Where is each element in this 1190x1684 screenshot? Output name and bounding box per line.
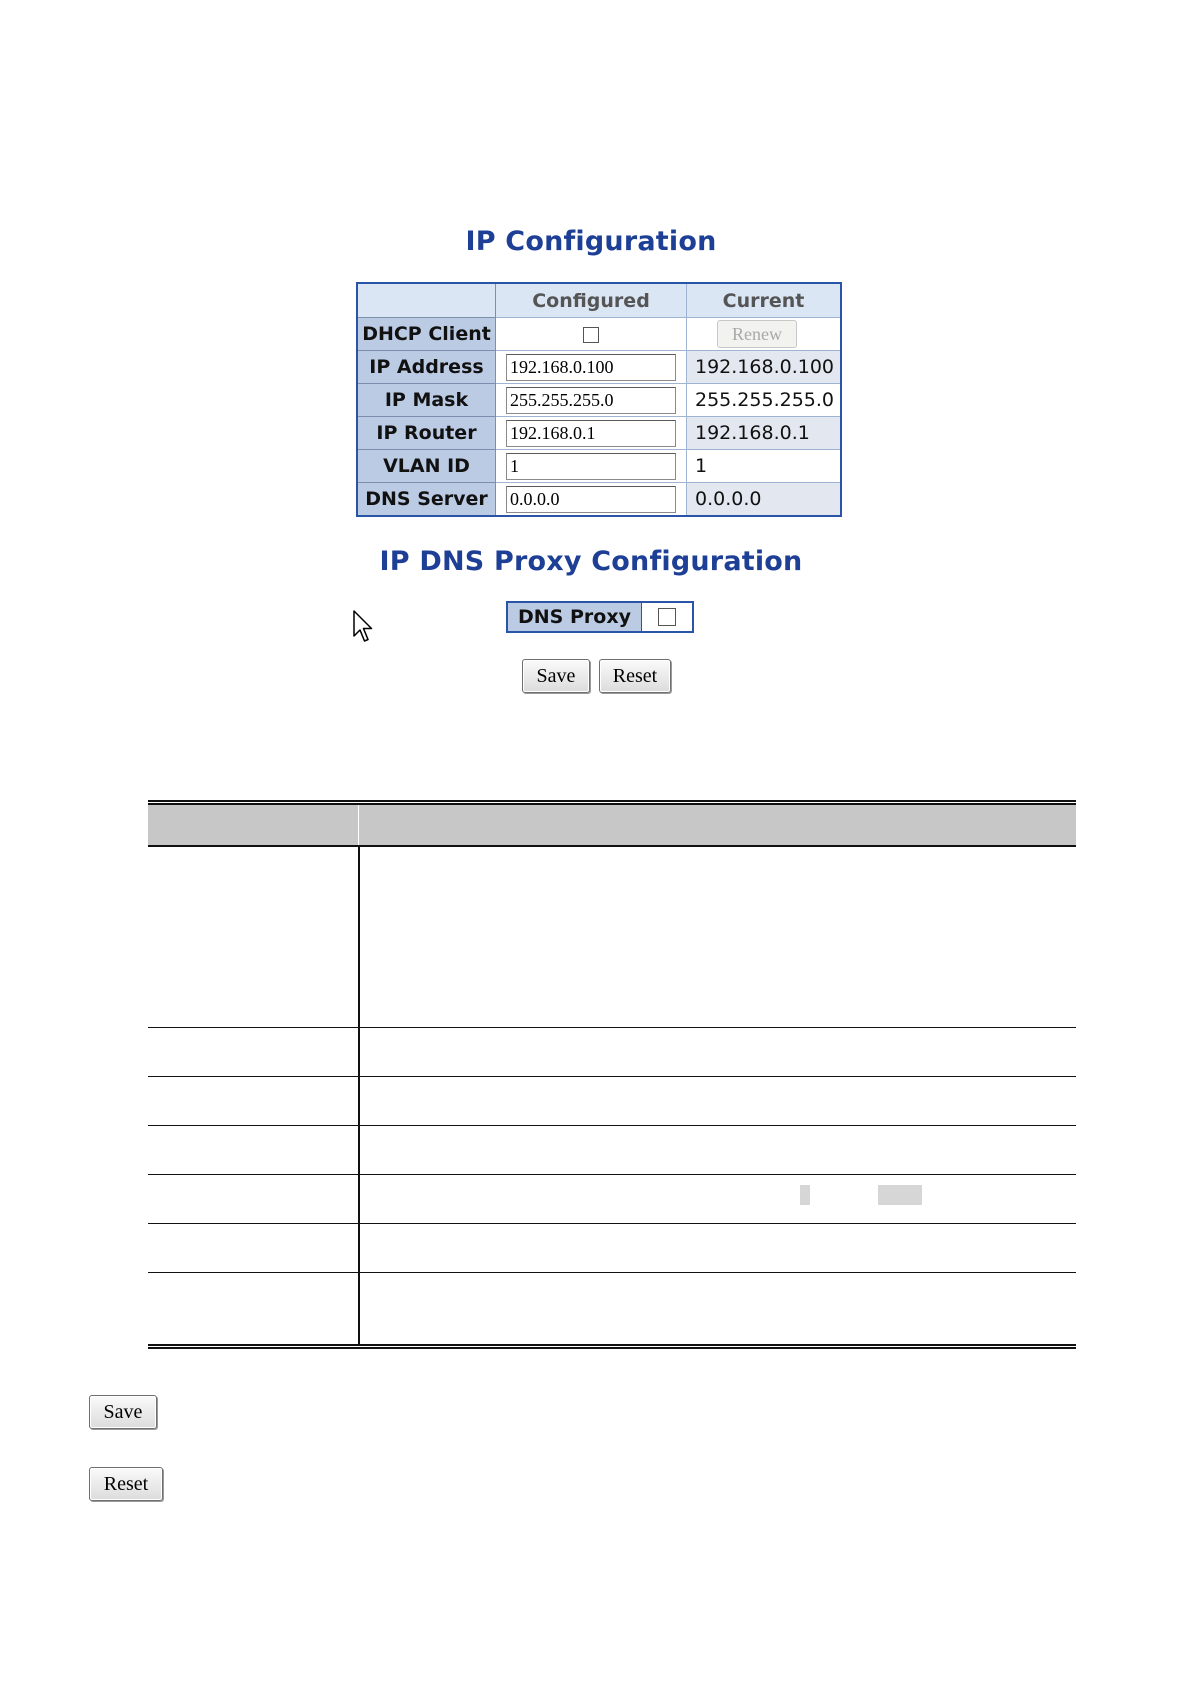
dhcp-client-checkbox[interactable]: [583, 327, 599, 343]
ip-configuration-title: IP Configuration: [465, 226, 717, 257]
ip-mask-cell: [496, 384, 687, 417]
table-header-row: [357, 283, 841, 318]
dns-proxy-checkbox[interactable]: [658, 608, 676, 626]
vlan-id-cell: [496, 450, 687, 483]
ip-mask-current: 255.255.255.0: [687, 384, 842, 417]
table-row: [357, 450, 841, 483]
description-table: [148, 800, 1076, 1349]
dns-proxy-configuration-title: IP DNS Proxy Configuration: [379, 546, 803, 577]
ip-router-label: IP Router: [357, 417, 496, 450]
dns-server-label: DNS Server: [357, 483, 496, 517]
reset-button[interactable]: Reset: [599, 659, 671, 693]
ip-mask-label: IP Mask: [357, 384, 496, 417]
table-row: [148, 1224, 1076, 1273]
dhcp-client-row: [357, 318, 841, 351]
ip-router-current: 192.168.0.1: [687, 417, 842, 450]
description-header: [148, 805, 1076, 847]
highlight-mark: [800, 1185, 810, 1205]
dns-proxy-box: [506, 601, 694, 633]
mouse-pointer-icon: [353, 610, 375, 648]
reset-button-reference[interactable]: Reset: [89, 1467, 163, 1501]
dhcp-client-cell: [496, 318, 687, 351]
table-row: [357, 417, 841, 450]
renew-button[interactable]: Renew: [717, 320, 797, 348]
dns-server-cell: [496, 483, 687, 517]
dns-proxy-label: DNS Proxy: [508, 603, 642, 631]
ip-address-cell: [496, 351, 687, 384]
header-corner: [357, 283, 496, 318]
table-row: [148, 1126, 1076, 1175]
vlan-id-input[interactable]: [506, 453, 676, 480]
ip-mask-input[interactable]: [506, 387, 676, 414]
highlight-mark: [878, 1185, 922, 1205]
header-configured: Configured: [496, 283, 687, 318]
ip-router-input[interactable]: [506, 420, 676, 447]
vlan-id-label: VLAN ID: [357, 450, 496, 483]
ip-address-current: 192.168.0.100: [687, 351, 842, 384]
table-row: [357, 384, 841, 417]
table-row: [357, 483, 841, 517]
ip-address-input[interactable]: [506, 354, 676, 381]
dns-server-input[interactable]: [506, 486, 676, 513]
table-row: [148, 1028, 1076, 1077]
save-button[interactable]: Save: [522, 659, 590, 693]
dhcp-client-label: DHCP Client: [357, 318, 496, 351]
table-row: [357, 351, 841, 384]
table-row: [148, 1175, 1076, 1224]
header-current: Current: [687, 283, 842, 318]
save-button-reference[interactable]: Save: [89, 1395, 157, 1429]
dns-server-current: 0.0.0.0: [687, 483, 842, 517]
renew-cell: [687, 318, 842, 351]
ip-address-label: IP Address: [357, 351, 496, 384]
table-row: [148, 1273, 1076, 1345]
ip-configuration-table: [356, 282, 842, 517]
dns-proxy-cell: [642, 603, 692, 631]
vlan-id-current: 1: [687, 450, 842, 483]
table-row: [148, 1077, 1076, 1126]
ip-router-cell: [496, 417, 687, 450]
table-row: [148, 847, 1076, 1028]
